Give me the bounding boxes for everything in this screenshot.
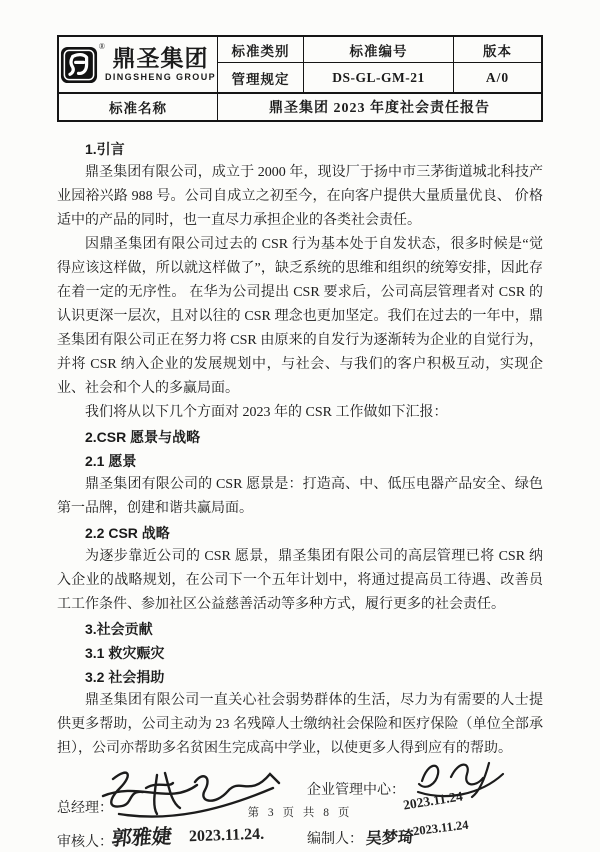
general-manager-label: 总经理： [57, 801, 113, 816]
body-paragraph: 鼎圣集团有限公司，成立于 2000 年，现设厂于扬中市三茅街道城北科技产业园裕兴路 988 号。公司自成立之初至今，在向客户提供大量质量优良、 价格适中的产品的同时，也一直尽力承担企业的各类社会责任。 [57, 165, 543, 228]
version-value: A/0 [485, 69, 510, 85]
standard-number-label: 标准编号 [304, 37, 454, 63]
registered-trademark: ® [98, 41, 106, 51]
emc-signature-date: 2023.11.24 [402, 788, 464, 813]
logo-wrap [60, 41, 216, 84]
body-paragraph: 鼎圣集团有限公司的 CSR 愿景是：打造高、中、低压电器产品安全、绿色第一品牌，创建和谐共赢局面。 [57, 477, 543, 516]
body-paragraph: 鼎圣集团有限公司一直关心社会弱势群体的生活，尽力为有需要的人士提供更多帮助，公司主动为 23 名残障人士缴纳社会保险和医疗保险（单位全部承担），公司亦帮助多名贫困生完成高中学业，以使更多人得到应有的帮助。 [57, 693, 543, 756]
logo-text [105, 47, 216, 82]
standard-number-value: DS-GL-GM-21 [304, 63, 454, 92]
section-heading: 3.2 社会捐助 [85, 669, 165, 685]
logo-name-cn: 鼎圣集团 [112, 45, 209, 71]
standard-category-label: 标准类别 [218, 37, 304, 63]
section-heading: 3.社会贡献 [85, 621, 153, 637]
reviewer-label: 审核人： [57, 835, 113, 850]
standard-category-value: 管理规定 [218, 63, 304, 92]
section-heading: 2.1 愿景 [85, 453, 137, 469]
page-number-footer: 第 3 页 共 8 页 [247, 807, 353, 819]
compiler-signature-date: 2023.11.24 [412, 817, 470, 839]
compiler-signature-name: 吴梦琦 [365, 829, 415, 848]
standard-name-label: 标准名称 [59, 92, 218, 120]
version-label: 版本 [454, 37, 541, 63]
section-heading: 2.CSR 愿景与战略 [85, 429, 201, 445]
company-logo [59, 37, 218, 92]
logo-name-en: DINGSHENG GROUP [104, 72, 216, 82]
body-paragraph: 因鼎圣集团有限公司过去的 CSR 行为基本处于自发状态，很多时候是“觉得应该这样做，所以就这样做了”，缺乏系统的思维和组织的统筹安排，因此存在着一定的无序性。 在华为公司提出 CSR 要求后，公司高层管理者对 CSR 的认识更深一层次，且对以往的 CSR 理念也更加坚定。我们在过去的一年中，鼎圣集团有限公司正在努力将 CSR 由原来的自发行为逐渐转为企业的自觉行为，并将 CSR 纳入企业的发展规划中，与社会、与我们的客户积极互动，实现企业、社会和个人的多赢局面。 [57, 237, 543, 396]
standard-header-table [57, 35, 543, 122]
reviewer-signature-name: 郭雅婕 [110, 825, 173, 851]
section-heading: 1.引言 [85, 141, 125, 157]
document-title: 鼎圣集团 2023 年度社会责任报告 [218, 92, 541, 120]
enterprise-management-center-label: 企业管理中心： [307, 783, 405, 798]
reviewer-signature-date: 2023.11.24. [188, 825, 265, 846]
document-body [57, 137, 543, 761]
section-heading: 2.2 CSR 战略 [85, 525, 170, 541]
dingsheng-logo-icon [60, 41, 106, 84]
body-paragraph: 我们将从以下几个方面对 2023 年的 CSR 工作做如下汇报： [85, 405, 448, 420]
compiler-label: 编制人： [307, 832, 363, 847]
section-heading: 3.1 救灾赈灾 [85, 645, 165, 661]
page-content [57, 35, 543, 852]
body-paragraph: 为逐步靠近公司的 CSR 愿景，鼎圣集团有限公司的高层管理已将 CSR 纳入企业的战略规划，在公司下一个五年计划中，将通过提高员工待遇、改善员工工作条件、参加社区公益慈善活动等多种方式，履行更多的社会责任。 [57, 549, 543, 612]
